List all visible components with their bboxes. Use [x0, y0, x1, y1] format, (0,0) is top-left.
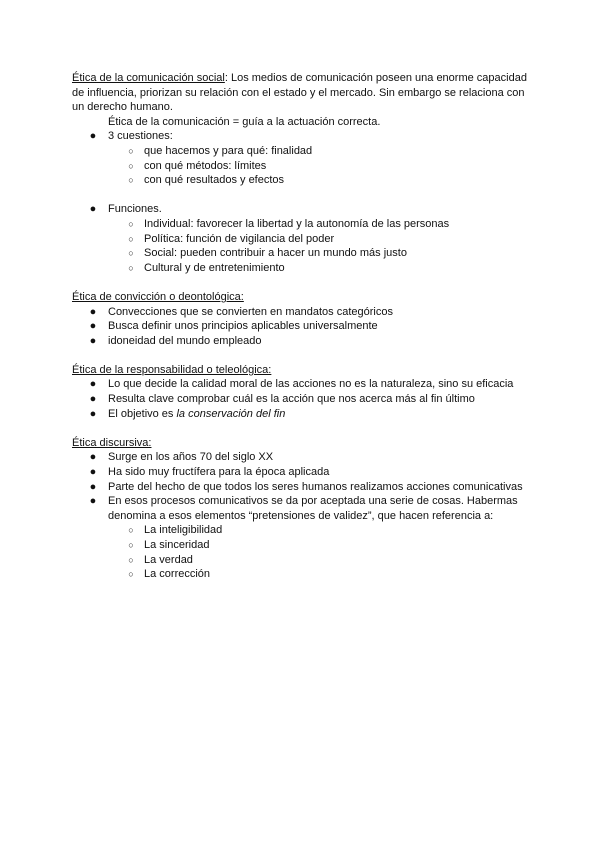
list-item: ● Funciones. ○ Individual: favorecer la libertad y la autonomía de las personas ○ Política: función de vigilancia del poder ○ Social: pueden contribuir a hacer un mundo más justo ○ Cultural y de entretenimiento	[72, 202, 532, 275]
sub-list-item: ○ con qué métodos: límites	[108, 159, 532, 174]
sub-list-item: ○ Social: pueden contribuir a hacer un mundo más justo	[108, 246, 532, 261]
sub-list-item: ○ La corrección	[108, 567, 532, 582]
list-item: ● Surge en los años 70 del siglo XX	[89, 451, 274, 464]
section-heading-comunicacion-social: Ética de la comunicación social	[72, 72, 225, 84]
intro-paragraph: Ética de la comunicación social: Los medios de comunicación poseen una enorme capacidad de influencia, priorizan su relación con el estado y el mercado. Sin embargo se relaciona con un derecho humano.	[72, 72, 527, 114]
list-item: ● 3 cuestiones: ○ que hacemos y para qué: finalidad ○ con qué métodos: límites ○ con qué resultados y efectos	[72, 129, 532, 187]
bullet-icon: ●	[89, 334, 97, 347]
list-discursiva	[72, 450, 532, 581]
list-comunicacion	[72, 129, 532, 187]
list-responsabilidad	[72, 377, 532, 421]
circle-bullet-icon: ○	[128, 160, 134, 171]
bullet-icon: ●	[89, 393, 97, 406]
circle-bullet-icon: ○	[128, 540, 134, 550]
sub-list-item: ○ que hacemos y para qué: finalidad	[108, 144, 532, 159]
bullet-icon: ●	[89, 407, 97, 420]
circle-bullet-icon: ○	[128, 569, 134, 580]
list-item: ● El objetivo es la conservación del fin	[89, 407, 286, 420]
circle-bullet-icon: ○	[128, 218, 134, 229]
circle-bullet-icon: ○	[128, 525, 134, 536]
circle-bullet-icon: ○	[128, 554, 134, 565]
list-item: ● Resulta clave comprobar cuál es la acción que nos acerca más al fin último	[89, 393, 475, 406]
definition-line: Ética de la comunicación = guía a la actuación correcta.	[108, 115, 381, 128]
list-item: ● Convecciones que se convierten en mandatos categóricos	[89, 305, 393, 318]
circle-bullet-icon: ○	[128, 145, 134, 156]
list-item: ● Busca definir unos principios aplicables universalmente	[89, 320, 378, 333]
sub-list-item: ○ La inteligibilidad	[108, 523, 532, 538]
list-item: ● idoneidad del mundo empleado	[89, 334, 262, 347]
sub-list-item: ○ Política: función de vigilancia del poder	[108, 232, 532, 247]
sub-list-item: ○ con qué resultados y efectos	[108, 173, 532, 188]
bullet-icon: ●	[89, 305, 97, 318]
section-heading-responsabilidad: Ética de la responsabilidad o teleológica:	[72, 363, 272, 376]
circle-bullet-icon: ○	[128, 262, 134, 273]
bullet-icon: ●	[89, 203, 97, 216]
bullet-icon: ●	[89, 495, 97, 508]
bullet-icon: ●	[89, 466, 97, 479]
bullet-icon: ●	[89, 130, 97, 143]
list-conviccion	[72, 305, 532, 349]
bullet-icon: ●	[89, 320, 97, 333]
list-item: ● En esos procesos comunicativos se da por aceptada una serie de cosas. Habermas denomina a esos elementos “pretensiones de validez”, que hacen referencia a: ○ La inteligibilidad ○ La sinceridad ○ La verdad ○ La corrección	[72, 494, 532, 582]
bullet-icon: ●	[89, 451, 97, 464]
circle-bullet-icon: ○	[128, 175, 134, 186]
list-item: ● Lo que decide la calidad moral de las acciones no es la naturaleza, sino su eficacia	[89, 378, 514, 391]
sub-list-item: ○ La sinceridad	[108, 538, 532, 553]
section-heading-discursiva: Ética discursiva:	[72, 436, 152, 449]
circle-bullet-icon: ○	[128, 248, 134, 259]
section-heading-conviccion: Ética de convicción o deontológica:	[72, 290, 244, 303]
list-item: ● Ha sido muy fructífera para la época aplicada	[89, 466, 330, 479]
list-item: ● Parte del hecho de que todos los seres humanos realizamos acciones comunicativas	[89, 480, 523, 493]
circle-bullet-icon: ○	[128, 233, 134, 244]
bullet-icon: ●	[89, 378, 97, 391]
document-page	[72, 71, 532, 582]
sub-list-item: ○ Individual: favorecer la libertad y la autonomía de las personas	[108, 217, 532, 232]
sub-list-item: ○ Cultural y de entretenimiento	[108, 261, 532, 276]
bullet-icon: ●	[89, 480, 97, 493]
sub-list-item: ○ La verdad	[108, 553, 532, 568]
